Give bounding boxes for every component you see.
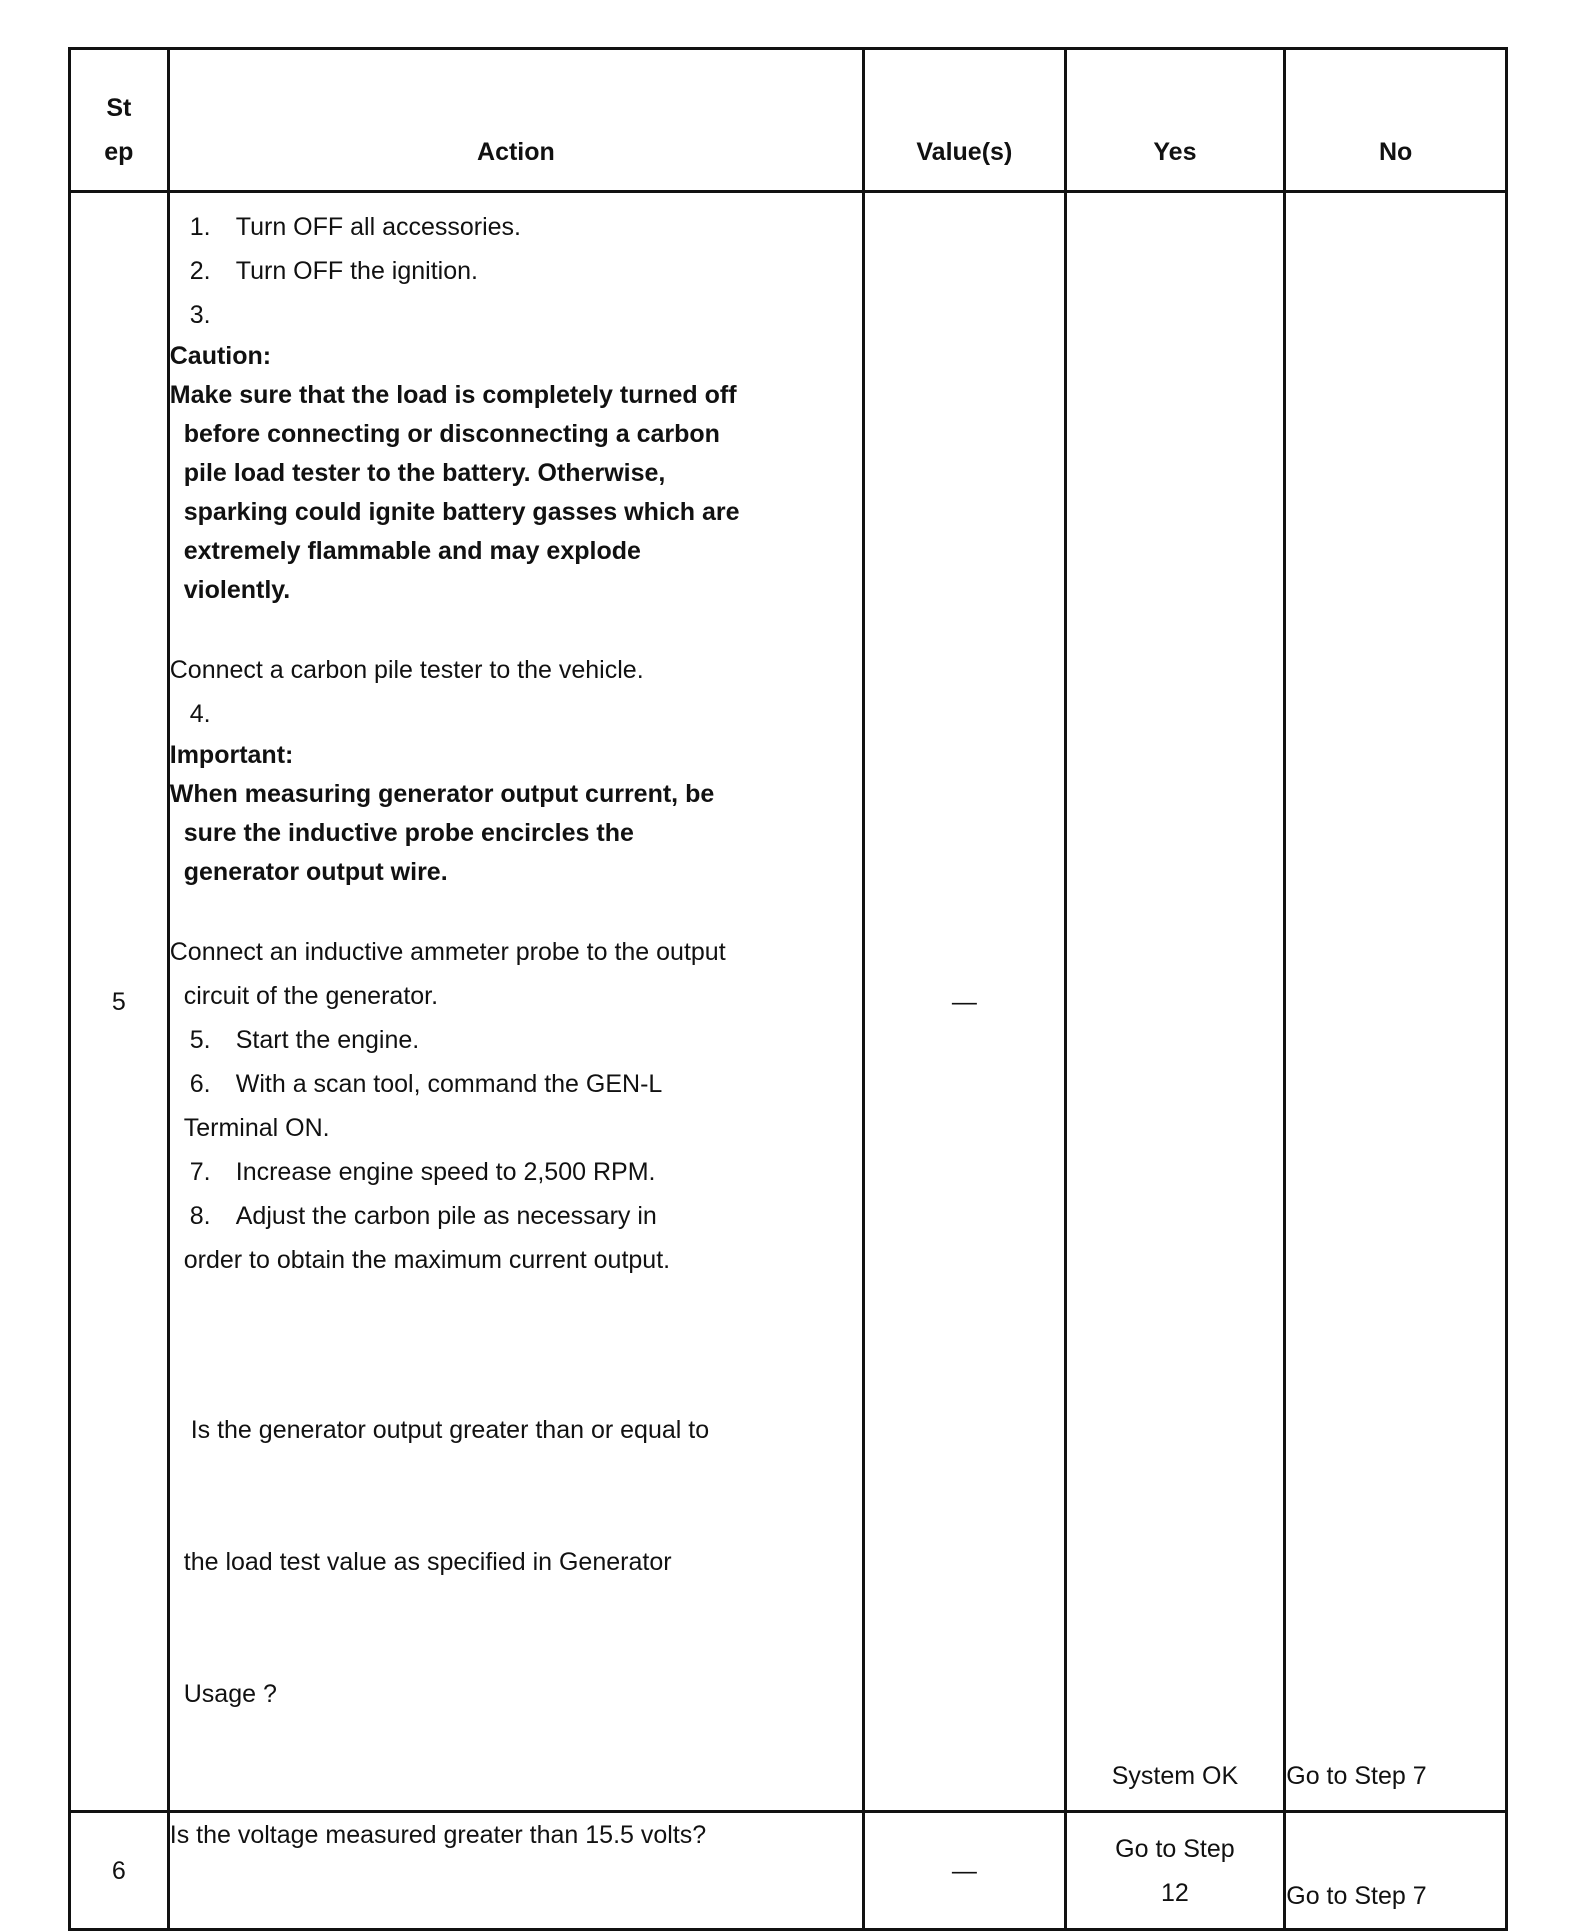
yes-cell: System OK xyxy=(1065,192,1285,1812)
caution-text: Make sure that the load is completely turned off before connecting or disconnecting a carbon pile load tester to the battery. Otherwise, sparking could ignite battery gasses which are extremely flammable and may explode violently. xyxy=(169,381,740,604)
header-values: Value(s) xyxy=(864,49,1066,192)
no-cell: Go to Step 7 xyxy=(1285,192,1507,1812)
header-step-line2: ep xyxy=(104,138,134,166)
header-step xyxy=(70,49,169,192)
step-number: 6 xyxy=(70,1812,169,1930)
table-row-step-6 xyxy=(70,1812,1507,1930)
header-action: Action xyxy=(168,49,863,192)
list-item: 6. With a scan tool, command the GEN-L xyxy=(189,1070,663,1098)
yes-line1: Go to Step xyxy=(1115,1834,1235,1863)
step-number: 5 xyxy=(70,192,169,1812)
list-item-continuation: order to obtain the maximum current output. xyxy=(183,1246,671,1274)
list-item: 1. Turn OFF all accessories. xyxy=(189,213,522,241)
connect-probe-text: Connect an inductive ammeter probe to the output circuit of the generator. xyxy=(169,938,726,1010)
question-text: Is the generator output greater than or equal to the load test value as specified in Generator Usage ? xyxy=(183,1416,710,1708)
header-yes: Yes xyxy=(1065,49,1285,192)
value-cell: — xyxy=(864,1812,1066,1930)
important-label: Important: xyxy=(169,741,294,769)
list-item: 2. Turn OFF the ignition. xyxy=(189,257,478,285)
yes-cell xyxy=(1065,1812,1285,1930)
table-header-row xyxy=(70,49,1507,192)
list-item: 3. xyxy=(189,301,211,329)
list-item: 5. Start the engine. xyxy=(189,1026,420,1054)
action-cell xyxy=(168,192,863,1812)
important-text: When measuring generator output current, be sure the inductive probe encircles the generator output wire. xyxy=(169,780,715,886)
action-cell: Is the voltage measured greater than 15.5 volts? xyxy=(168,1812,863,1930)
no-cell: Go to Step 7 xyxy=(1285,1812,1507,1930)
table-row-step-5 xyxy=(70,192,1507,1812)
yes-line2: 12 xyxy=(1161,1878,1189,1907)
list-item-continuation: Terminal ON. xyxy=(183,1114,330,1142)
list-item: 7. Increase engine speed to 2,500 RPM. xyxy=(189,1158,656,1186)
diagnostic-table xyxy=(68,47,1508,1931)
list-item: 4. xyxy=(189,700,211,728)
caution-label: Caution: xyxy=(169,342,272,370)
header-no: No xyxy=(1285,49,1507,192)
value-cell: — xyxy=(864,192,1066,1812)
connect-carbon-text: Connect a carbon pile tester to the vehicle. xyxy=(169,656,644,684)
header-step-line1: St xyxy=(106,94,132,122)
list-item: 8. Adjust the carbon pile as necessary in xyxy=(189,1202,657,1230)
